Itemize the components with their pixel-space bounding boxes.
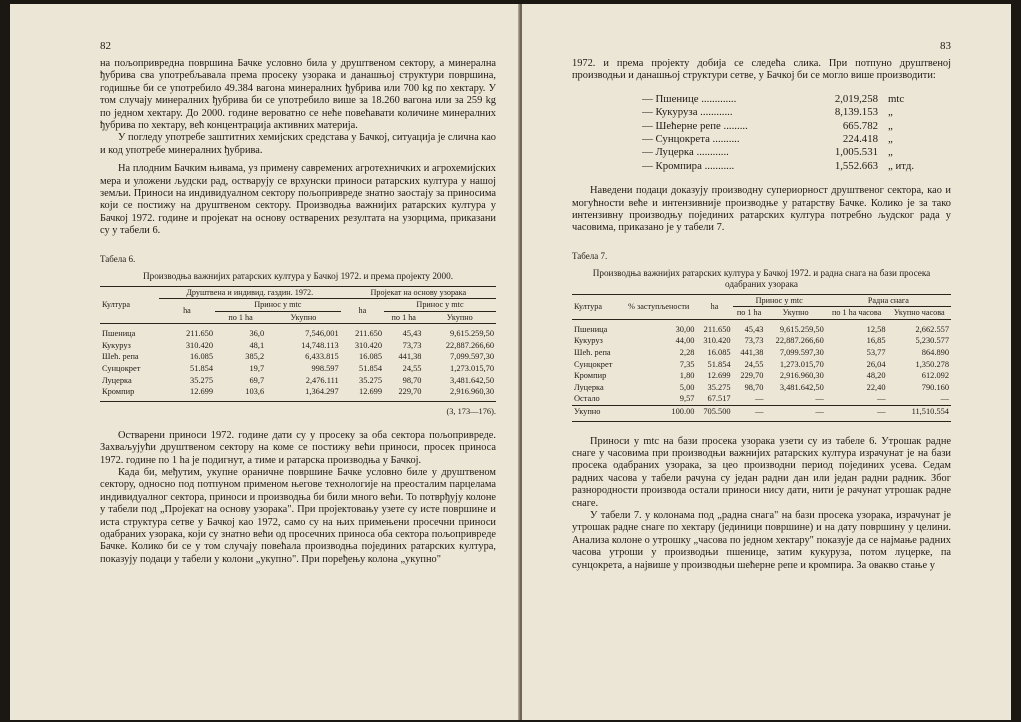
table-cell: 1,273.015,70 (450, 363, 494, 373)
table-cell: 98,70 (402, 375, 422, 385)
paragraph: на пољопривредна површина Бачке условно била у друштвеном сектору, а минерална ђубрива сва употребљавала према просеку узорака и данашњој структури површина, годишње би се употребило 49.384 вагона минералних ђубрива или 700 kg по хектару. У том случају минералних ђубрива би се употребило више за 18.260 вагона или за 259 kg по једном хектару. До 2000. године вероватно се неће повећавати количине минералних ђубрива по хектару, већ концентрација активних материја. (100, 58, 496, 132)
column-header-total: Укупно (266, 311, 341, 324)
table-cell: 45,43 (744, 324, 764, 334)
table-cell: — (755, 394, 764, 404)
table-cell: 16.085 (190, 352, 214, 362)
table-cell: Пшеница (574, 324, 608, 334)
table-title: Производња важнијих ратарских култура у Бачкој 1972. и радна снага на бази просека одабраних узорака (592, 267, 931, 289)
table-cell: 2,476.111 (305, 375, 339, 385)
table-cell: Шећ. репа (102, 352, 139, 362)
table-cell: 229,70 (740, 371, 764, 381)
table-cell: 12.699 (159, 386, 215, 401)
table-cell: — (940, 394, 949, 404)
table-row (572, 347, 951, 359)
table-row (100, 340, 496, 352)
table-cell: Луцерка (102, 375, 132, 385)
paragraph: 1972. и према пројекту добија се следећа слика. При потпуно друштвеној производњи и данашњој структури сетве, у Бачкој би се могло више производити: (572, 58, 951, 82)
table-cell: 310.420 (185, 340, 214, 350)
table-6-body (100, 324, 496, 402)
page-number-right: 83 (940, 40, 951, 52)
table-cell: 3,481.642,50 (450, 375, 494, 385)
table-cell: 9,57 (679, 394, 695, 404)
column-header-per-ha: по 1 ha (384, 311, 423, 324)
column-header-yield: Принос у mtc (384, 299, 496, 312)
table-cell: 1,80 (679, 371, 695, 381)
table-cell: 24,55 (744, 359, 764, 369)
table-cell: 705.500 (696, 406, 732, 422)
table-cell: 22,887.266,60 (775, 336, 824, 346)
left-page (10, 4, 520, 720)
table-cell: 9,615.259,50 (779, 324, 824, 334)
table-cell: 30,00 (675, 324, 695, 334)
table-cell: 3,481.642,50 (779, 382, 824, 392)
table-row (100, 386, 496, 401)
list-item (642, 146, 951, 159)
table-cell: 22,40 (866, 382, 886, 392)
table-cell: 7,099.597,30 (450, 352, 494, 362)
table-cell: Укупно (572, 406, 621, 422)
table-cell: 67.517 (707, 394, 731, 404)
table-cell: 36,0 (249, 329, 265, 339)
table-cell: 19,7 (249, 363, 265, 373)
table-cell: 211.650 (186, 329, 214, 339)
table-cell: 310.420 (703, 336, 731, 346)
table-label: Табела 7. (572, 250, 608, 261)
list-item-value: 1,005.531 (834, 146, 878, 159)
table-cell: 7,35 (679, 359, 695, 369)
table-cell: 73,73 (402, 340, 422, 350)
paragraph: Приноси у mtc на бази просека узорака узети су из табеле 6. Утрошак радне снаге у часовима при производњи важнијих ратарских култура израчунат је на бази просека одабраних узорака, за цео производни период појединих усева. Седам радних часова у табели рачуна су један радни дан или један радни радник. Због разнородности производа остали приноси нису дати, нити је рачунат утрошак радне снаге. (572, 435, 951, 509)
table-cell: 16.085 (359, 352, 383, 362)
table-cell: 790.160 (921, 382, 949, 392)
list-item-unit: „ (888, 133, 893, 146)
list-item-value: 665.782 (842, 119, 878, 132)
table-cell: 24,55 (402, 363, 422, 373)
list-item-label: — Шећерне репе ......... (642, 119, 748, 132)
table-cell: 22,887.266,60 (445, 340, 494, 350)
table-cell: — (733, 406, 766, 422)
column-header-culture: Култура (572, 294, 621, 319)
table-cell: — (765, 406, 825, 422)
table-source: (3, 173—176). (446, 406, 496, 416)
table-cell: 16,85 (866, 336, 886, 346)
list-item-value: 8,139.153 (834, 106, 878, 119)
column-header-per-ha: по 1 ha (733, 307, 766, 320)
paragraph: Остварени приноси 1972. године дати су у просеку за оба сектора пољопривреде. Захваљујући друштвеном сектору на коме се постижу већи приноси, просек приноса 1972. године по 1 ha је подигнут, а тиме и ратарска производња у Бачкој. (100, 429, 496, 466)
list-item-unit: „ итд. (888, 159, 915, 172)
list-item-unit: „ (888, 146, 893, 159)
table-row (572, 370, 951, 382)
column-header-per-ha-hours: по 1 ha часова (826, 307, 888, 320)
column-group-project: Пројекат на основу узорака (341, 286, 496, 299)
table-cell: 5,230.577 (915, 336, 949, 346)
table-cell: 73,73 (744, 336, 764, 346)
column-header-culture: Култура (100, 286, 159, 324)
table-cell: Кукуруз (102, 340, 131, 350)
table-cell: 44,00 (675, 336, 695, 346)
table-label: Табела 6. (100, 253, 136, 264)
table-cell: 51.854 (707, 359, 731, 369)
list-item (642, 106, 951, 119)
table-cell: 441,38 (740, 348, 764, 358)
table-row (572, 382, 951, 394)
column-header-yield: Принос у mtc (733, 294, 826, 307)
table-cell: 385,2 (245, 352, 265, 362)
table-row (100, 324, 496, 340)
list-item-unit: „ (888, 119, 893, 132)
table-cell: 7,546,001 (305, 329, 339, 339)
table-cell: 7,099.597,30 (779, 348, 824, 358)
column-header-total: Укупно (765, 307, 825, 320)
table-cell: 2,662.557 (915, 324, 949, 334)
table-cell: 35.275 (359, 375, 383, 385)
table-cell: 16.085 (707, 348, 731, 358)
table-cell: 100.00 (621, 406, 696, 422)
paragraph: Када би, међутим, укупне ораничне површине Бачке условно биле у друштвеном сектору, односно под потпуном применом његове технологије на преосталим парцелама индивидуалног сектора, приноси и производња би били много већи. То потврђују колоне у табели под „Пројекат на основу узорака". При пројектовању узете су исте површине и иста структура сетве у Бачкој као 1972, само су на њих примењени просечни приноси одабраних узорака, који су знатно већи од просечних приноса оба сектора пољопривреде Бачке. Колико би се у том случају повећала производња појединих ратарских култура, показују подаци у табели у колони „укупно". При поређењу колона „укупно" (100, 466, 496, 565)
table-cell: 14,748.113 (301, 340, 339, 350)
table-cell: 864.890 (921, 348, 949, 358)
table-cell: 98,70 (744, 382, 764, 392)
table-cell: 35.275 (707, 382, 731, 392)
paragraph: На плодним Бачким њивама, уз примену савремених агротехничких и агрохемијских мера и уложени људски рад, остварују се врхунски приноси ратарских култура у нашој земљи. Приноси на индивидуалном сектору пољопривреде знатно заостају за приносима који се постижу на друштвеном сектору. Производња важнијих ратарских култура у Бачкој 1972. године и пројекат на основу остварених резултата на узорцима, приказани су у табели 6. (100, 163, 496, 237)
table-sum-row (572, 406, 951, 422)
list-item-label: — Пшенице ............. (642, 92, 737, 105)
table-cell: 5,00 (679, 382, 695, 392)
column-header-ha: ha (696, 294, 732, 319)
column-header-percent: % заступљености (621, 294, 696, 319)
table-cell: 48,20 (866, 371, 886, 381)
table-cell: 45,43 (402, 329, 422, 339)
table-cell: 998.597 (311, 363, 339, 373)
column-header-total: Укупно (423, 311, 496, 324)
table-cell: 1,364.297 (266, 386, 341, 401)
table-cell: 229,70 (384, 386, 423, 401)
table-cell: — (877, 394, 886, 404)
list-item (642, 93, 951, 106)
table-row (572, 359, 951, 371)
table-cell: Остало (574, 394, 600, 404)
table-cell: 612.092 (921, 371, 949, 381)
table-cell: 51.854 (359, 363, 383, 373)
list-item (642, 133, 951, 146)
table-title: Производња важнијих ратарских култура у Бачкој 1972. и према пројекту 2000. (142, 270, 453, 281)
table-cell: 26,04 (866, 359, 886, 369)
paragraph: У табели 7. у колонама под „радна снага" на бази просека узорака, израчунат је утрошак радне снаге по хектару (јединици површине) и на дату површину у целини. Анализа колоне о утрошку „часова по једном хектару" показује да се најмање радних часова утроши у производњи пшенице, затим кукуруза, потом луцерке, па сунцокрета, а највише у производњи шећерне репе и кромпира. За овакво стање у (572, 510, 951, 571)
column-header-yield: Принос у mtc (215, 299, 341, 312)
table-cell: 12.699 (341, 386, 384, 401)
paragraph: Наведени подаци доказују производну супериорност друштвеног сектора, као и могућности веће и интензивније производње у ратарству Бачке. Колико је за тако интензивну производњу појединих ратарских култура потребно људског рада у часовима, приказано је у табели 7. (572, 185, 951, 234)
table-cell: Пшеница (102, 329, 136, 339)
column-header-ha: ha (341, 299, 384, 324)
table-cell: 6,433.815 (305, 352, 339, 362)
page-number-left: 82 (100, 40, 111, 52)
table-cell: 2,916.960,30 (423, 386, 496, 401)
right-page (522, 4, 1011, 720)
table-row (572, 335, 951, 347)
list-item-value: 2,019,258 (834, 92, 878, 105)
column-header-ha: ha (159, 299, 215, 324)
table-cell: 1,350.278 (915, 359, 949, 369)
table-cell: 310.420 (354, 340, 383, 350)
table-cell: Кромпир (574, 371, 607, 381)
table-cell: Кромпир (100, 386, 159, 401)
table-cell: 2,916.960,30 (779, 371, 824, 381)
table-cell: 53,77 (866, 348, 886, 358)
table-row (100, 375, 496, 387)
list-item-value: 1,552.663 (834, 159, 878, 172)
list-item-unit: „ (888, 106, 893, 119)
table-row (100, 363, 496, 375)
production-list (642, 93, 951, 173)
list-item-label: — Кромпира ........... (642, 159, 735, 172)
table-cell: 441,38 (398, 352, 422, 362)
table-cell: 48,1 (249, 340, 265, 350)
table-cell: — (826, 406, 888, 422)
table-row (100, 351, 496, 363)
table-row (572, 319, 951, 335)
book-spread (10, 4, 1011, 720)
table-cell: 103,6 (215, 386, 266, 401)
table-cell: 11,510.554 (888, 406, 952, 422)
table-cell: Сунцокрет (102, 363, 141, 373)
table-cell: 12,58 (866, 324, 886, 334)
table-6 (100, 286, 496, 402)
list-item-label: — Сунцокрета .......... (642, 133, 740, 146)
list-item-unit: mtc (888, 92, 905, 105)
table-cell: Луцерка (574, 382, 604, 392)
table-7-body (572, 319, 951, 421)
column-header-total-hours: Укупно часова (888, 307, 952, 320)
table-cell: 51.854 (190, 363, 214, 373)
table-row (572, 393, 951, 405)
table-cell: 9,615.259,50 (450, 329, 494, 339)
list-item-label: — Кукуруза ............ (642, 106, 733, 119)
table-cell: Сунцокрет (574, 359, 613, 369)
list-item-label: — Луцерка ............ (642, 146, 729, 159)
list-item-value: 224.418 (842, 133, 878, 146)
table-cell: 2,28 (679, 348, 695, 358)
table-cell: 1,273.015,70 (779, 359, 824, 369)
table-cell: Кукуруз (574, 336, 603, 346)
paragraph: У погледу употребе заштитних хемијских средстава у Бачкој, ситуација је слична као и код употребе минералних ђубрива. (100, 132, 496, 156)
column-header-per-ha: по 1 ha (215, 311, 266, 324)
table-cell: Шећ. репа (574, 348, 611, 358)
list-item (642, 160, 951, 173)
table-7 (572, 294, 951, 422)
table-cell: — (815, 394, 824, 404)
table-cell: 35.275 (190, 375, 214, 385)
table-cell: 211.650 (355, 329, 383, 339)
table-cell: 211.650 (703, 324, 731, 334)
table-cell: 12.699 (707, 371, 731, 381)
table-cell: 69,7 (249, 375, 265, 385)
column-header-labor: Радна снага (826, 294, 951, 307)
list-item (642, 120, 951, 133)
column-group-1972: Друштвена и индивид. газдин. 1972. (159, 286, 341, 299)
